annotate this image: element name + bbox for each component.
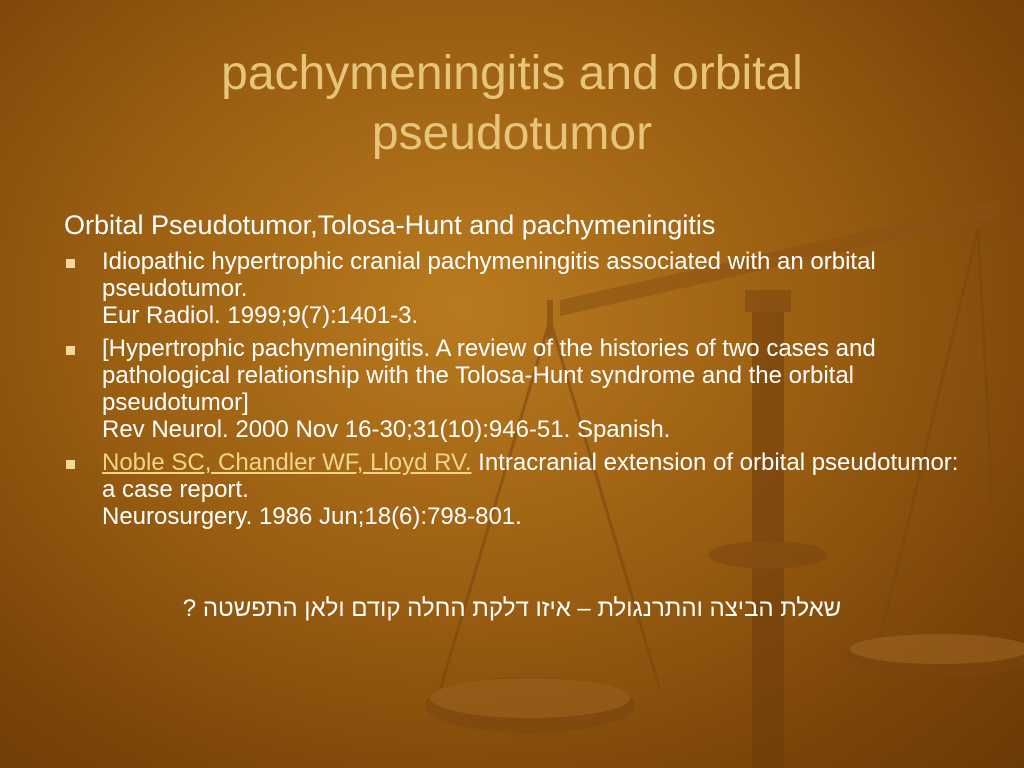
hebrew-question: שאלת הביצה והתרנגולת – איזו דלקת החלה קודם ולאן התפשטה ?: [182, 595, 842, 622]
subheading: Orbital Pseudotumor,Tolosa-Hunt and pachymeningitis: [64, 210, 716, 240]
square-bullet-icon: [66, 460, 75, 469]
reference-text: Idiopathic hypertrophic cranial pachymeningitis associated with an orbital pseudotumor.: [102, 248, 876, 302]
reference-citation: Eur Radiol. 1999;9(7):1401-3.: [102, 302, 419, 329]
square-bullet-icon: [66, 259, 75, 268]
slide-title-line2: pseudotumor: [371, 107, 653, 160]
slide-title: [60, 44, 964, 164]
reference-item: [64, 449, 964, 530]
square-bullet-icon: [66, 346, 75, 355]
reference-text: Intracranial extension of orbital pseudotumor: a case report.: [102, 449, 959, 503]
slide-title-line1: pachymeningitis and orbital: [221, 47, 803, 100]
slide-content: [64, 208, 964, 536]
reference-citation: Rev Neurol. 2000 Nov 16-30;31(10):946-51. Spanish.: [102, 416, 671, 443]
reference-text-with-link: [102, 449, 964, 503]
reference-text: [Hypertrophic pachymeningitis. A review of the histories of two cases and pathological relationship with the Tolosa-Hunt syndrome and the orbital pseudotumor]: [102, 335, 876, 416]
authors-link[interactable]: Noble SC, Chandler WF, Lloyd RV.: [102, 449, 472, 476]
reference-item: [64, 248, 964, 329]
reference-list: [64, 248, 964, 530]
reference-item: [64, 335, 964, 443]
reference-citation: Neurosurgery. 1986 Jun;18(6):798-801.: [102, 503, 522, 530]
